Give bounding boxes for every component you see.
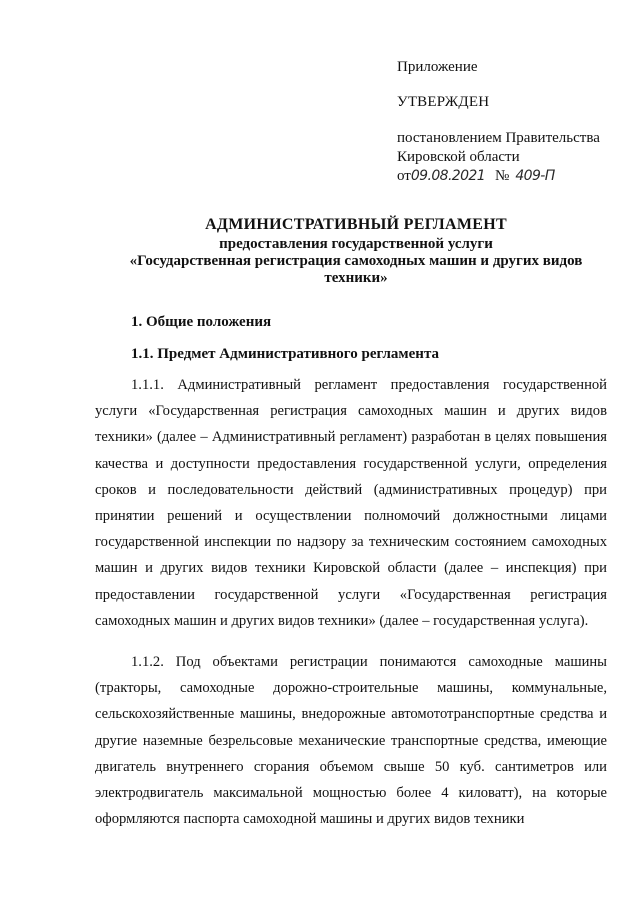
section-heading-general: 1. Общие положения xyxy=(131,314,272,330)
approved-label: УТВЕРЖДЕН xyxy=(397,94,490,110)
number-sign: № xyxy=(495,168,510,184)
appendix-label: Приложение xyxy=(397,59,478,75)
decree-line: постановлением Правительства xyxy=(397,130,600,146)
document-subtitle: предоставления государственной услуги xyxy=(219,236,493,252)
section-heading-subject: 1.1. Предмет Административного регламента xyxy=(131,346,440,362)
handwritten-date: 09.08.2021 xyxy=(410,168,486,184)
handwritten-number: 409-П xyxy=(515,168,555,184)
approval-stamp-block xyxy=(397,58,635,186)
paragraph-1-1-1: 1.1.1. Административный регламент предоставления государственной услуги «Государственная регистрация самоходных машин и других видов техники» (далее – Административный регламент) разработан в целях повышения качества и доступности предоставления государственной услуги, определения сроков и последовательности действий (административных процедур) при принятии решений и осуществлении полномочий должностными лицами государственной инспекции по надзору за техническим состоянием самоходных машин и других видов техники Кировской области (далее – инспекция) при предоставлении государственной услуги «Государственная регистрация самоходных машин и других видов техники» (далее – государственная услуга). xyxy=(95,377,607,629)
paragraph-1-1-2: 1.1.2. Под объектами регистрации понимаются самоходные машины (тракторы, самоходные дорожно-строительные машины, коммунальные, сельскохозяйственные машины, внедорожные автомототранспортные средства и другие наземные безрельсовые механические транспортные средства, имеющие двигатель внутреннего сгорания объемом свыше 50 куб. сантиметров или электродвигатель максимальной мощностью более 4 киловатт), на которые оформляются паспорта самоходной машины и других видов техники xyxy=(95,654,607,828)
service-name: «Государственная регистрация самоходных машин и других видов техники» xyxy=(129,253,583,286)
document-title-block xyxy=(96,215,616,287)
document-title: АДМИНИСТРАТИВНЫЙ РЕГЛАМЕНТ xyxy=(205,216,507,233)
date-number-line xyxy=(397,167,635,186)
date-prefix: от xyxy=(397,168,411,184)
region-line: Кировской области xyxy=(397,149,520,165)
